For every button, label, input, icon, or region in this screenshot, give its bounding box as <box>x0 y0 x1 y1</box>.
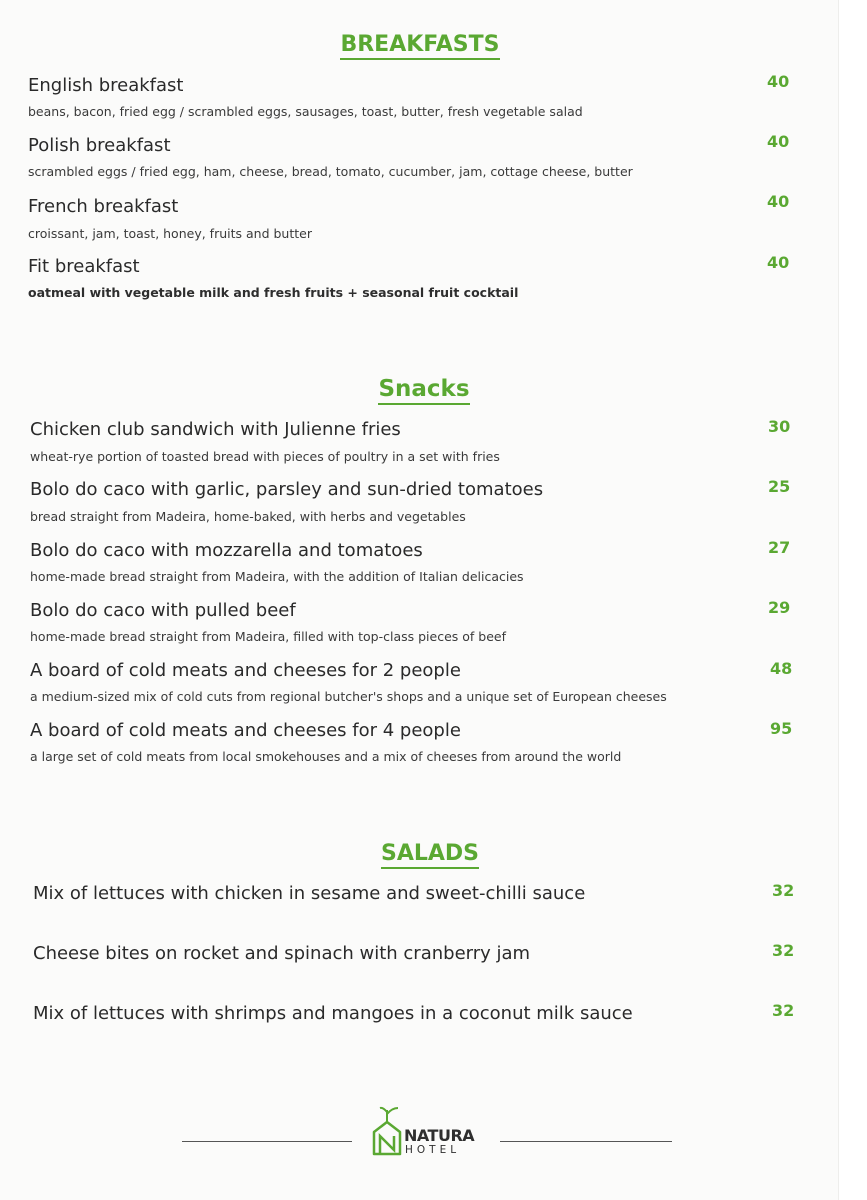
item-price: 40 <box>767 253 790 272</box>
item-name: Fit breakfast <box>28 256 140 277</box>
item-name: Mix of lettuces with chicken in sesame and sweet-chilli sauce <box>33 883 586 904</box>
salads-title: SALADS <box>0 841 850 869</box>
item-price: 29 <box>768 598 791 617</box>
plant-house-icon <box>372 1102 406 1156</box>
breakfasts-title: BREAKFASTS <box>0 32 840 60</box>
footer-divider-left <box>182 1141 352 1142</box>
item-description: oatmeal with vegetable milk and fresh fruits + seasonal fruit cocktail <box>28 285 519 300</box>
item-name: Chicken club sandwich with Julienne fries <box>30 419 401 440</box>
item-name: English breakfast <box>28 75 184 96</box>
item-name: Bolo do caco with mozzarella and tomatoes <box>30 540 423 561</box>
item-price: 30 <box>768 417 791 436</box>
item-name: A board of cold meats and cheeses for 2 people <box>30 660 461 681</box>
logo-brand: NATURA <box>404 1126 475 1145</box>
item-price: 32 <box>772 941 795 960</box>
item-price: 48 <box>770 659 793 678</box>
item-description: home-made bread straight from Madeira, with the addition of Italian delicacies <box>30 569 524 584</box>
item-price: 32 <box>772 1001 795 1020</box>
item-description: scrambled eggs / fried egg, ham, cheese, bread, tomato, cucumber, jam, cottage cheese, butter <box>28 164 633 179</box>
item-description: croissant, jam, toast, honey, fruits and butter <box>28 226 312 241</box>
item-name: A board of cold meats and cheeses for 4 people <box>30 720 461 741</box>
item-price: 95 <box>770 719 793 738</box>
item-price: 25 <box>768 477 791 496</box>
item-description: a large set of cold meats from local smokehouses and a mix of cheeses from around the world <box>30 749 622 764</box>
item-price: 32 <box>772 881 795 900</box>
item-description: beans, bacon, fried egg / scrambled eggs, sausages, toast, butter, fresh vegetable salad <box>28 104 583 119</box>
item-name: Polish breakfast <box>28 135 171 156</box>
page-edge <box>838 0 867 1200</box>
item-description: home-made bread straight from Madeira, filled with top-class pieces of beef <box>30 629 507 644</box>
item-name: Bolo do caco with pulled beef <box>30 600 296 621</box>
hotel-logo <box>372 1102 484 1158</box>
item-price: 40 <box>767 132 790 151</box>
item-description: wheat-rye portion of toasted bread with pieces of poultry in a set with fries <box>30 449 500 464</box>
item-price: 27 <box>768 538 791 557</box>
item-price: 40 <box>767 72 790 91</box>
snacks-title: Snacks <box>0 376 844 405</box>
item-name: Bolo do caco with garlic, parsley and sun-dried tomatoes <box>30 479 544 500</box>
item-name: Mix of lettuces with shrimps and mangoes in a coconut milk sauce <box>33 1003 633 1024</box>
item-description: bread straight from Madeira, home-baked, with herbs and vegetables <box>30 509 466 524</box>
item-price: 40 <box>767 192 790 211</box>
item-description: a medium-sized mix of cold cuts from regional butcher's shops and a unique set of European cheeses <box>30 689 667 704</box>
logo-subtitle: HOTEL <box>405 1144 461 1156</box>
footer-divider-right <box>500 1141 672 1142</box>
item-name: French breakfast <box>28 196 179 217</box>
item-name: Cheese bites on rocket and spinach with cranberry jam <box>33 943 531 964</box>
